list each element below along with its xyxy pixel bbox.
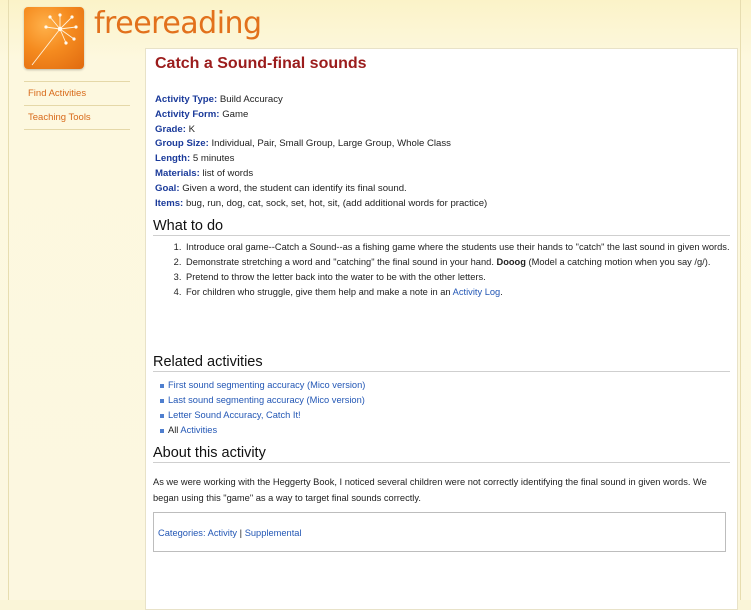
steps-list	[162, 240, 740, 300]
detail-goal: Goal: Given a word, the student can identify its final sound.	[155, 182, 407, 194]
step-item: 1. Introduce oral game--Catch a Sound--as a fishing game where the students use their hands to "catch" the last sound in given words.	[184, 240, 740, 255]
related-link-first-sound[interactable]: First sound segmenting accuracy (Mico version)	[168, 380, 366, 390]
detail-items: Items: bug, run, dog, cat, sock, set, hot, sit, (add additional words for practice)	[155, 197, 488, 209]
about-heading: About this activity	[153, 445, 730, 463]
what-to-do-heading: What to do	[153, 218, 730, 236]
related-activities-list	[160, 378, 365, 438]
bullet-icon	[160, 414, 164, 418]
page-edge-right	[740, 0, 741, 600]
category-link-activity[interactable]: Activity	[207, 528, 238, 538]
about-text: As we were working with the Heggerty Book, I noticed several children were not correctly identifying the final sound in given words. We began using this "game" as a way to target final sounds correctly.	[153, 477, 707, 503]
category-link-supplemental[interactable]: Supplemental	[244, 528, 302, 538]
detail-length: Length: 5 minutes	[155, 153, 235, 165]
bullet-icon	[160, 384, 164, 388]
detail-group-size: Group Size: Individual, Pair, Small Group, Large Group, Whole Class	[155, 138, 451, 150]
dandelion-logo-icon[interactable]	[24, 7, 84, 69]
detail-grade: Grade: K	[155, 123, 196, 135]
categories-box	[153, 512, 726, 552]
sidebar-item-teaching-tools[interactable]: Teaching Tools	[24, 105, 130, 130]
page-title: Catch a Sound-final sounds	[155, 55, 367, 72]
list-item	[160, 378, 365, 393]
related-link-letter-sound[interactable]: Letter Sound Accuracy, Catch It!	[168, 410, 301, 420]
step-item: 3. Pretend to throw the letter back into the water to be with the other letters.	[184, 270, 740, 285]
detail-activity-type: Activity Type: Build Accuracy	[155, 94, 283, 105]
category-separator: |	[239, 528, 243, 538]
step-item: 4. For children who struggle, give them help and make a note in an Activity Log.	[184, 285, 740, 300]
activity-log-link[interactable]: Activity Log	[452, 287, 501, 297]
step-item: 2. Demonstrate stretching a word and "catching" the final sound in your hand. Dooog (Model a catching motion when you say /g/).	[184, 255, 740, 270]
detail-materials: Materials: list of words	[155, 167, 254, 179]
categories-label-link[interactable]: Categories:	[158, 528, 206, 538]
sidebar-nav	[24, 81, 130, 130]
related-link-last-sound[interactable]: Last sound segmenting accuracy (Mico version)	[168, 395, 365, 405]
bullet-icon	[160, 429, 164, 433]
page-edge-left	[8, 0, 9, 600]
detail-activity-form: Activity Form: Game	[155, 108, 249, 120]
bullet-icon	[160, 399, 164, 403]
all-activities-link[interactable]: Activities	[180, 425, 218, 435]
main-content	[145, 48, 738, 610]
list-item: All Activities	[160, 423, 365, 438]
list-item	[160, 408, 365, 423]
list-item	[160, 393, 365, 408]
activity-details	[155, 93, 487, 211]
brand-wordmark[interactable]: freereading	[94, 6, 262, 41]
related-activities-heading: Related activities	[153, 354, 730, 372]
sidebar-item-find-activities[interactable]: Find Activities	[24, 81, 130, 105]
